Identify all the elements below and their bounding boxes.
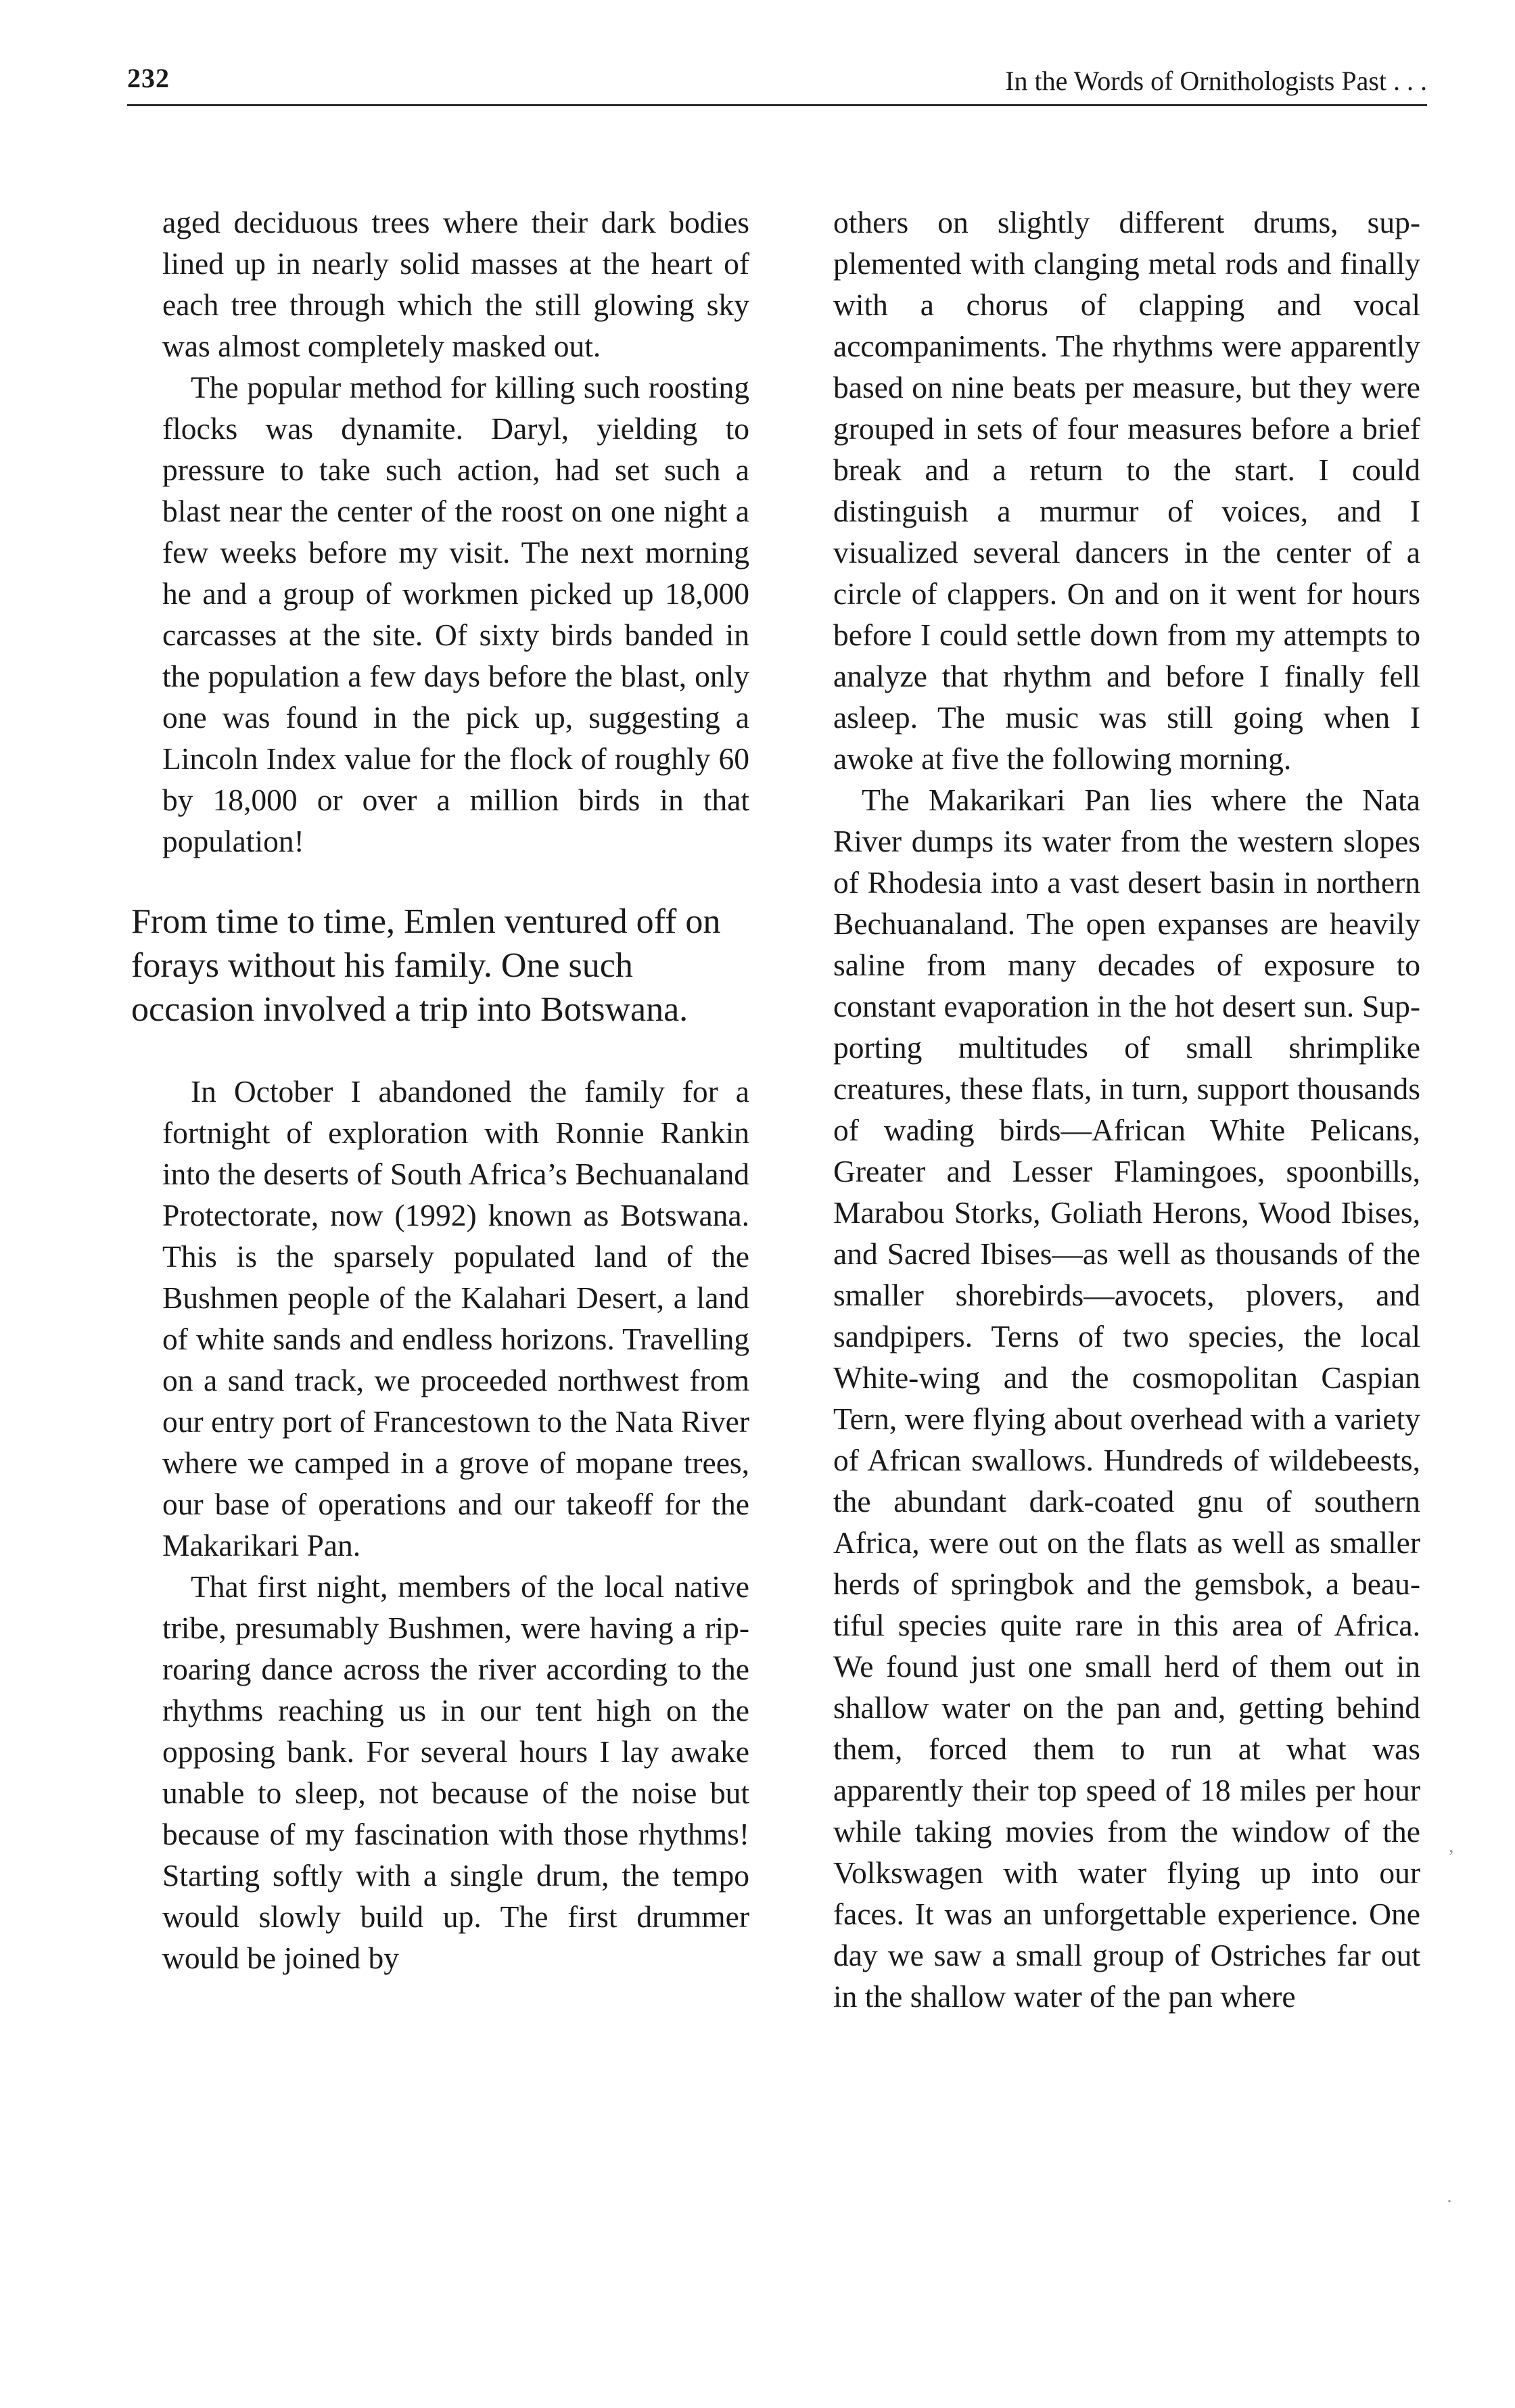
right-column [833,202,1420,2017]
margin-mark: · [1446,2190,1453,2213]
margin-mark: , [1449,1834,1454,1857]
left-column [131,202,749,1978]
page-number: 232 [127,63,170,93]
running-title: In the Words of Ornithologists Past . . . [1005,66,1427,96]
paragraph: others on slightly different drums, supplemented with clanging metal rods and finally with a chorus of clapping and vocal accompaniments. The rhythms were apparently based on nine beats per measure, but they were grouped in sets of four measures before a brief break and a return to the start. I could distinguish a murmur of voices, and I visualized several dancers in the center of a circle of clappers. On and on it went for hours before I could settle down from my attempts to analyze that rhythm and before I finally fell asleep. The music was still going when I awoke at five the following morning. [833,205,1420,776]
paragraph: In October I abandoned the family for a fortnight of exploration with Ronnie Rankin into the deserts of South Africa’s Bechuanaland Protectorate, now (1992) known as Botswana. This is the sparsely populated land of the Bushmen people of the Kalahari Desert, a land of white sands and endless horizons. Travelling on a sand track, we proceeded northwest from our entry port of Francestown to the Nata River where we camped in a grove of mopane trees, our base of operations and our takeoff for the Makarikari Pan. [162,1074,749,1562]
running-head [127,62,1427,106]
paragraph: aged deciduous trees where their dark bodies lined up in nearly solid masses at the heart of each tree through which the still glowing sky was almost completely masked out. [162,205,749,363]
paragraph: The Makarikari Pan lies where the Nata River dumps its water from the western slopes of Rhodesia into a vast desert basin in northern Bechuanaland. The open expanses are heavily saline from many decades of exposure to constant evaporation in the hot desert sun. Supporting multitudes of small shrimplike creatures, these flats, in turn, support thousands of wading birds—African White Pelicans, Greater and Lesser Flamingoes, spoonbills, Marabou Storks, Goliath Herons, Wood Ibises, and Sacred Ibises—as well as thousands of the smaller shorebirds—avocets, plovers, and sandpipers. Terns of two species, the local White-wing and the cosmopolitan Caspian Tern, were flying about overhead with a variety of African swallows. Hundreds of wildebeests, the abundant dark-coated gnu of southern Africa, were out on the flats as well as smaller herds of springbok and the gemsbok, a beautiful species quite rare in this area of Africa. We found just one small herd of them out in shallow water on the pan and, getting behind them, forced them to run at what was apparently their top speed of 18 miles per hour while taking movies from the window of the Volkswagen with water flying up into our faces. It was an unforgettable experience. One day we saw a small group of Ostriches far out in the shallow water of the pan where [833,783,1420,2014]
editorial-note: From time to time, Emlen ventured off on forays without his family. One such occasion involved a trip into Botswana. [131,902,721,1029]
paragraph: That first night, members of the local native tribe, presumably Bushmen, were having a rip-roaring dance across the river according to the rhythms reaching us in our tent high on the opposing bank. For several hours I lay awake unable to sleep, not because of the noise but because of my fascination with those rhythms! Starting softly with a single drum, the tempo would slowly build up. The first drummer would be joined by [162,1569,749,1975]
paragraph: The popular method for killing such roosting flocks was dynamite. Daryl, yielding to pressure to take such action, had set such a blast near the center of the roost on one night a few weeks before my visit. The next morning he and a group of workmen picked up 18,000 carcasses at the site. Of sixty birds banded in the population a few days before the blast, only one was found in the pick up, suggesting a Lincoln Index value for the flock of roughly 60 by 18,000 or over a million birds in that population! [162,370,749,858]
